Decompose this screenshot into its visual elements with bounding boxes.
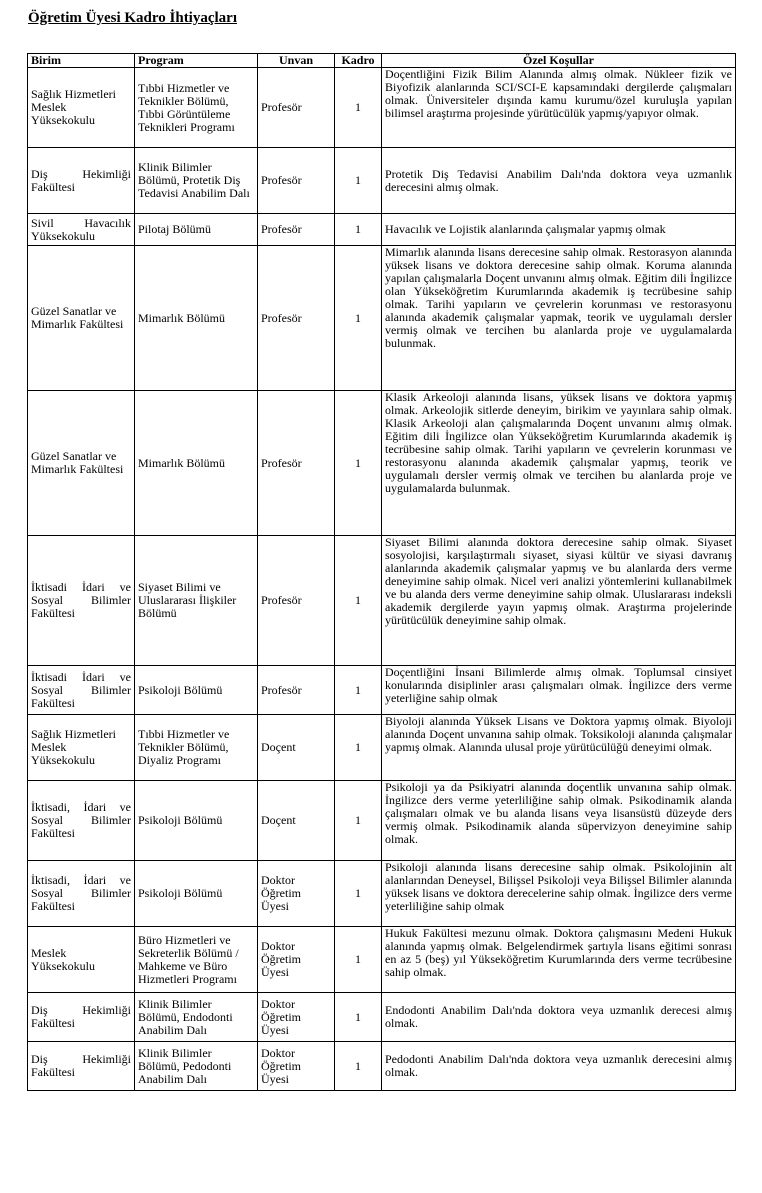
cell-unvan: Doktor Öğretim Üyesi [258, 927, 335, 993]
cell-program: Siyaset Bilimi ve Uluslararası İlişkiler Bölümü [135, 536, 258, 666]
cell-ozel-kosullar: Doçentliğini İnsani Bilimlerde almış olmak. Toplumsal cinsiyet konularında disiplinler arası çalışmaları olmak. İngilizce ders verme yeterliğine sahip olmak [382, 666, 736, 715]
table-row [28, 246, 736, 391]
cell-kadro: 1 [335, 927, 382, 993]
cell-unvan: Profesör [258, 666, 335, 715]
cell-ozel-kosullar: Siyaset Bilimi alanında doktora derecesine sahip olmak. Siyaset sosyolojisi, karşılaştırmalı siyaset, siyasi kültür ve siyasi davranış alanlarında akademik çalışmalar yapmış ve bu alanlarda ders verme deneyimine sahip olmak. Nicel veri analizi yöntemlerini kullanabilmek ve bu alanda ders verme deneyimine sahip olmak. Uluslararası indeksli akademik dergilerde yayın yapmış olmak. Araştırma projelerinde yürütücülük deneyimine sahip olmak. [382, 536, 736, 666]
cell-ozel-kosullar: Mimarlık alanında lisans derecesine sahip olmak. Restorasyon alanında yüksek lisans ve doktora derecesine sahip olmak. Koruma alanında yapılan çalışmalarla Doçent unvanını almış olmak. Eğitim dili İngilizce olan Yükseköğretim Kurumlarında akademik iş tecrübesine sahip olmak. Tarihi yapıların ve çevrelerin korunması ve restorasyonu alanında akademik çalışmalar yapmak, teorik ve uygulamalı dersler vermiş olmak ve tercihen bu alanlarda proje ve uygulamalarda bulunmak. [382, 246, 736, 391]
cell-ozel-kosullar: Psikoloji ya da Psikiyatri alanında doçentlik unvanına sahip olmak. İngilizce ders verme yeterliliğine sahip olmak. Psikodinamik alanda çalışmaları olmak ve bu alanda lisans veya lisansüstü düzeyde ders vermiş olmak. Psikodinamik alanda süpervizyon deneyimine sahip olmak. [382, 781, 736, 861]
cell-ozel-kosullar: Klasik Arkeoloji alanında lisans, yüksek lisans ve doktora yapmış olmak. Arkeolojik sitlerde deneyim, birikim ve yayınlara sahip olmak. Klasik Arkeoloji alan çalışmalarında Doçent unvanını almış olmak. Eğitim dili İngilizce olan Yükseköğretim Kurumlarında akademik iş tecrübesine sahip olmak. Tarihi yapıların ve çevrelerin korunması ve restorasyonu alanında akademik çalışmalar yapmış, teorik ve uygulamalı dersler vermiş olmak ve tercihen bu alanlarda proje ve uygulamalarda bulunmak. [382, 391, 736, 536]
cell-program: Pilotaj Bölümü [135, 214, 258, 246]
cell-program: Klinik Bilimler Bölümü, Endodonti Anabilim Dalı [135, 993, 258, 1042]
cell-ozel-kosullar: Endodonti Anabilim Dalı'nda doktora veya uzmanlık derecesi almış olmak. [382, 993, 736, 1042]
cell-unvan: Profesör [258, 536, 335, 666]
cell-program: Mimarlık Bölümü [135, 246, 258, 391]
cell-kadro: 1 [335, 781, 382, 861]
cell-program: Mimarlık Bölümü [135, 391, 258, 536]
cell-program: Klinik Bilimler Bölümü, Protetik Diş Tedavisi Anabilim Dalı [135, 148, 258, 214]
cell-ozel-kosullar: Protetik Diş Tedavisi Anabilim Dalı'nda doktora veya uzmanlık derecesini almış olmak. [382, 148, 736, 214]
cell-birim: İktisadi İdari ve Sosyal Bilimler Fakültesi [28, 536, 135, 666]
cell-kadro: 1 [335, 391, 382, 536]
cell-program: Klinik Bilimler Bölümü, Pedodonti Anabilim Dalı [135, 1042, 258, 1091]
table-row [28, 68, 736, 148]
cell-unvan: Profesör [258, 148, 335, 214]
cell-kadro: 1 [335, 993, 382, 1042]
cell-program: Büro Hizmetleri ve Sekreterlik Bölümü / Mahkeme ve Büro Hizmetleri Programı [135, 927, 258, 993]
cell-unvan: Doçent [258, 715, 335, 781]
cell-kadro: 1 [335, 246, 382, 391]
cell-birim: Sağlık Hizmetleri Meslek Yüksekokulu [28, 68, 135, 148]
table-row [28, 391, 736, 536]
table-row [28, 214, 736, 246]
cell-program: Psikoloji Bölümü [135, 861, 258, 927]
table-row [28, 715, 736, 781]
cell-kadro: 1 [335, 214, 382, 246]
cell-birim: Sivil Havacılık Yüksekokulu [28, 214, 135, 246]
cell-unvan: Doktor Öğretim Üyesi [258, 861, 335, 927]
cell-kadro: 1 [335, 68, 382, 148]
cell-birim: İktisadi, İdari ve Sosyal Bilimler Fakültesi [28, 861, 135, 927]
cell-unvan: Doktor Öğretim Üyesi [258, 1042, 335, 1091]
header-kadro: Kadro [335, 54, 382, 68]
cell-ozel-kosullar: Havacılık ve Lojistik alanlarında çalışmalar yapmış olmak [382, 214, 736, 246]
cell-unvan: Profesör [258, 246, 335, 391]
staff-requirements-table [27, 53, 736, 1091]
table-row [28, 861, 736, 927]
cell-kadro: 1 [335, 536, 382, 666]
table-row [28, 993, 736, 1042]
cell-program: Tıbbi Hizmetler ve Teknikler Bölümü, Diyaliz Programı [135, 715, 258, 781]
cell-birim: Sağlık Hizmetleri Meslek Yüksekokulu [28, 715, 135, 781]
cell-kadro: 1 [335, 1042, 382, 1091]
header-ozel-kosullar: Özel Koşullar [382, 54, 736, 68]
table-row [28, 666, 736, 715]
cell-ozel-kosullar: Doçentliğini Fizik Bilim Alanında almış olmak. Nükleer fizik ve Biyofizik alanlarında SCI/SCI-E kapsamındaki dergilerde çalışmaları olmak. Üniversiteler dışında kamu kurumu/özel kuruluşla yapılan bilimsel araştırma projesinde yürütücülük yapmış/yapıyor olmak. [382, 68, 736, 148]
header-birim: Birim [28, 54, 135, 68]
table-header-row [28, 54, 736, 68]
cell-unvan: Profesör [258, 391, 335, 536]
cell-birim: Güzel Sanatlar ve Mimarlık Fakültesi [28, 246, 135, 391]
cell-birim: Diş Hekimliği Fakültesi [28, 993, 135, 1042]
cell-unvan: Profesör [258, 68, 335, 148]
cell-program: Psikoloji Bölümü [135, 666, 258, 715]
cell-unvan: Doçent [258, 781, 335, 861]
cell-birim: Diş Hekimliği Fakültesi [28, 148, 135, 214]
cell-kadro: 1 [335, 666, 382, 715]
cell-birim: Güzel Sanatlar ve Mimarlık Fakültesi [28, 391, 135, 536]
cell-kadro: 1 [335, 715, 382, 781]
cell-program: Psikoloji Bölümü [135, 781, 258, 861]
cell-ozel-kosullar: Hukuk Fakültesi mezunu olmak. Doktora çalışmasını Medeni Hukuk alanında yapmış olmak. Belgelendirmek şartıyla lisans eğitimi sonrası en az 5 (beş) yıl Yükseköğretim Kurumlarında ders verme tecrübesine sahip olmak. [382, 927, 736, 993]
cell-birim: Diş Hekimliği Fakültesi [28, 1042, 135, 1091]
cell-kadro: 1 [335, 861, 382, 927]
cell-ozel-kosullar: Psikoloji alanında lisans derecesine sahip olmak. Psikolojinin alt alanlarından Deneysel, Bilişsel Psikoloji veya Bilişsel Bilimler alanında yüksek lisans ve doktora derecelerine sahip olmak. İngilizce ders verme yeterliliğine sahip olmak [382, 861, 736, 927]
cell-ozel-kosullar: Pedodonti Anabilim Dalı'nda doktora veya uzmanlık derecesini almış olmak. [382, 1042, 736, 1091]
table-row [28, 1042, 736, 1091]
cell-unvan: Profesör [258, 214, 335, 246]
cell-kadro: 1 [335, 148, 382, 214]
table-row [28, 148, 736, 214]
header-unvan: Unvan [258, 54, 335, 68]
table-row [28, 536, 736, 666]
cell-birim: İktisadi İdari ve Sosyal Bilimler Fakültesi [28, 666, 135, 715]
table-row [28, 927, 736, 993]
cell-ozel-kosullar: Biyoloji alanında Yüksek Lisans ve Doktora yapmış olmak. Biyoloji alanında Doçent unvanına sahip olmak. Toksikoloji alanında çalışmalar yapmış olmak. Alanında ulusal proje yürütücülüğü deneyimi olmak. [382, 715, 736, 781]
cell-program: Tıbbi Hizmetler ve Teknikler Bölümü, Tıbbi Görüntüleme Teknikleri Programı [135, 68, 258, 148]
header-program: Program [135, 54, 258, 68]
cell-birim: Meslek Yüksekokulu [28, 927, 135, 993]
table-row [28, 781, 736, 861]
cell-unvan: Doktor Öğretim Üyesi [258, 993, 335, 1042]
cell-birim: İktisadi, İdari ve Sosyal Bilimler Fakültesi [28, 781, 135, 861]
page-title: Öğretim Üyesi Kadro İhtiyaçları [28, 10, 238, 26]
